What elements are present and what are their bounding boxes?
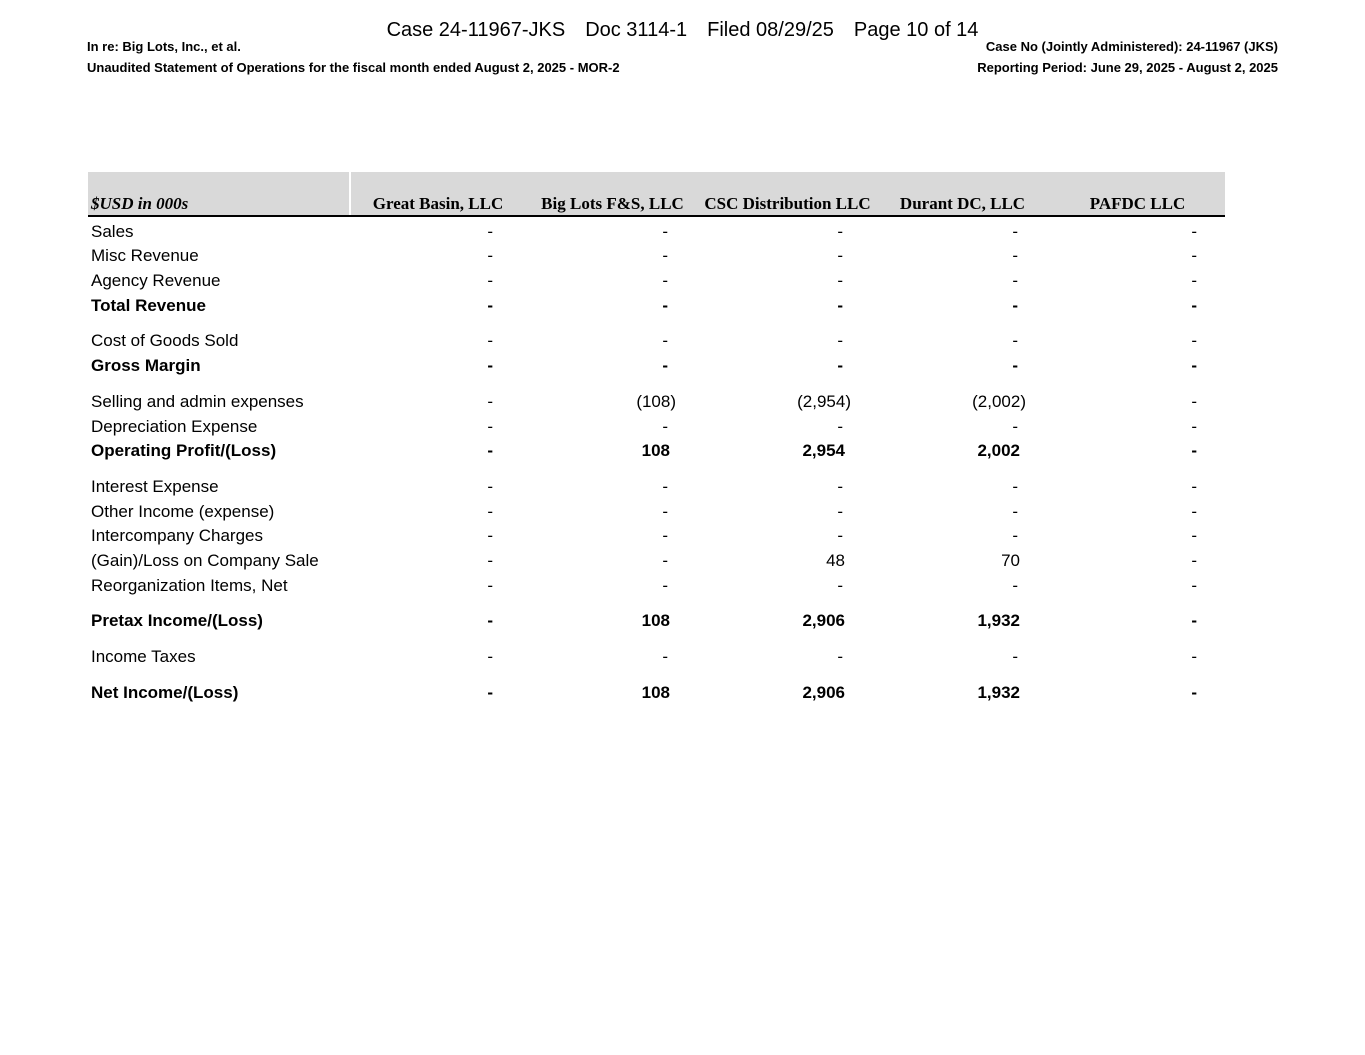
value-cell: -	[662, 271, 668, 291]
table-row	[88, 412, 1225, 437]
table-row	[88, 437, 1225, 462]
value-cell: -	[487, 331, 493, 351]
value-cell: 108	[641, 682, 670, 702]
value-cell: -	[487, 271, 493, 291]
value-cell: -	[837, 271, 843, 291]
value-cell: -	[1012, 295, 1018, 315]
value-cell: -	[837, 501, 843, 521]
value-cell: -	[487, 441, 493, 461]
row-label: Agency Revenue	[91, 271, 221, 291]
value-cell: -	[662, 575, 668, 595]
value-cell: -	[837, 647, 843, 666]
stamp-case: Case 24-11967-JKS	[386, 19, 566, 41]
value-cell: -	[1012, 246, 1018, 266]
value-cell: 108	[641, 611, 670, 631]
table-row	[88, 387, 1225, 412]
table-row	[88, 522, 1225, 547]
table-row	[88, 216, 1225, 242]
value-cell: -	[487, 550, 493, 570]
column-header: Big Lots F&S, LLC	[525, 172, 700, 216]
value-cell: -	[1191, 526, 1197, 546]
table-row	[88, 472, 1225, 497]
value-cell: -	[1191, 416, 1197, 436]
unit-label: $USD in 000s	[88, 172, 350, 216]
table-row	[88, 607, 1225, 632]
column-header: PAFDC LLC	[1050, 172, 1225, 216]
value-cell: -	[1191, 331, 1197, 351]
value-cell: -	[1012, 356, 1018, 376]
value-cell: -	[1191, 575, 1197, 595]
value-cell: -	[1012, 221, 1018, 241]
value-cell: -	[837, 221, 843, 241]
reporting-period: Reporting Period: June 29, 2025 - August 2, 2025	[977, 60, 1278, 75]
value-cell: -	[837, 526, 843, 546]
table-row	[88, 497, 1225, 522]
spacer-cell	[88, 316, 1225, 327]
case-number: Case No (Jointly Administered): 24-11967 (JKS)	[985, 39, 1278, 54]
debtor-caption: In re: Big Lots, Inc., et al.	[87, 39, 241, 54]
row-label: (Gain)/Loss on Company Sale	[91, 550, 319, 570]
value-cell: -	[662, 221, 668, 241]
table-row	[88, 242, 1225, 267]
value-cell: -	[1191, 501, 1197, 521]
value-cell: (2,002)	[972, 391, 1026, 411]
value-cell: -	[662, 476, 668, 496]
value-cell: -	[1191, 441, 1197, 461]
row-label: Reorganization Items, Net	[91, 575, 288, 595]
value-cell: -	[837, 476, 843, 496]
value-cell: -	[837, 331, 843, 351]
row-label: Net Income/(Loss)	[91, 682, 239, 702]
spacer-row	[88, 461, 1225, 472]
value-cell: -	[487, 356, 493, 376]
spacer-row	[88, 596, 1225, 607]
value-cell: 2,954	[802, 441, 845, 461]
value-cell: -	[837, 575, 843, 595]
table-row	[88, 351, 1225, 376]
value-cell: -	[837, 246, 843, 266]
value-cell: -	[487, 526, 493, 546]
value-cell: -	[487, 647, 493, 666]
value-cell: -	[1191, 550, 1197, 570]
table-row	[88, 291, 1225, 316]
value-cell: -	[1012, 526, 1018, 546]
value-cell: -	[487, 611, 493, 631]
value-cell: -	[1191, 682, 1197, 702]
row-label: Other Income (expense)	[91, 501, 275, 521]
value-cell: -	[1191, 246, 1197, 266]
value-cell: -	[487, 416, 493, 436]
table-row	[88, 266, 1225, 291]
value-cell: -	[1191, 295, 1197, 315]
value-cell: -	[662, 356, 668, 376]
statement-of-operations-table	[88, 172, 1225, 703]
value-cell: -	[1191, 611, 1197, 631]
value-cell: -	[487, 246, 493, 266]
spacer-row	[88, 316, 1225, 327]
row-label: Gross Margin	[91, 356, 201, 376]
value-cell: -	[662, 647, 668, 666]
value-cell: -	[837, 416, 843, 436]
value-cell: -	[487, 295, 493, 315]
value-cell: -	[1191, 271, 1197, 291]
column-header: CSC Distribution LLC	[700, 172, 875, 216]
value-cell: -	[487, 501, 493, 521]
table-row	[88, 327, 1225, 352]
value-cell: 70	[1001, 550, 1020, 570]
spacer-cell	[88, 631, 1225, 642]
value-cell: -	[662, 416, 668, 436]
table-header-row	[88, 172, 1225, 216]
table-row	[88, 678, 1225, 703]
table-row	[88, 642, 1225, 667]
table-body	[88, 216, 1225, 703]
stamp-doc: Doc 3114-1	[585, 19, 688, 41]
value-cell: 1,932	[977, 611, 1020, 631]
spacer-cell	[88, 376, 1225, 387]
value-cell: 108	[641, 441, 670, 461]
value-cell: -	[1012, 575, 1018, 595]
value-cell: 1,932	[977, 682, 1020, 702]
value-cell: 48	[826, 550, 845, 570]
value-cell: -	[1012, 271, 1018, 291]
stamp-page: Page 10 of 14	[853, 19, 979, 41]
row-label: Income Taxes	[91, 647, 196, 666]
value-cell: -	[1191, 391, 1197, 411]
value-cell: -	[662, 550, 668, 570]
column-header: Durant DC, LLC	[875, 172, 1050, 216]
value-cell: -	[662, 295, 668, 315]
stamp-filed: Filed 08/29/25	[707, 19, 834, 41]
row-label: Total Revenue	[91, 295, 206, 315]
row-label: Interest Expense	[91, 476, 219, 496]
table-row	[88, 546, 1225, 571]
row-label: Pretax Income/(Loss)	[91, 611, 263, 631]
value-cell: -	[487, 575, 493, 595]
value-cell: -	[1012, 331, 1018, 351]
value-cell: -	[1191, 647, 1197, 666]
value-cell: -	[487, 682, 493, 702]
value-cell: -	[1012, 501, 1018, 521]
value-cell: -	[1012, 647, 1018, 666]
value-cell: -	[487, 391, 493, 411]
row-label: Operating Profit/(Loss)	[91, 441, 277, 461]
value-cell: -	[1191, 221, 1197, 241]
value-cell: -	[1012, 416, 1018, 436]
value-cell: -	[837, 295, 843, 315]
spacer-cell	[88, 667, 1225, 678]
value-cell: -	[1191, 356, 1197, 376]
value-cell: -	[662, 246, 668, 266]
value-cell: -	[837, 356, 843, 376]
statement-title: Unaudited Statement of Operations for the fiscal month ended August 2, 2025 - MOR-2	[87, 60, 620, 75]
row-label: Selling and admin expenses	[91, 391, 304, 411]
value-cell: (2,954)	[797, 391, 851, 411]
value-cell: -	[1012, 476, 1018, 496]
value-cell: -	[1191, 476, 1197, 496]
value-cell: -	[662, 331, 668, 351]
row-label: Cost of Goods Sold	[91, 331, 239, 351]
row-label: Intercompany Charges	[91, 526, 263, 546]
value-cell: 2,906	[802, 682, 845, 702]
value-cell: -	[487, 476, 493, 496]
spacer-cell	[88, 596, 1225, 607]
row-label: Sales	[91, 221, 134, 241]
spacer-cell	[88, 461, 1225, 472]
value-cell: -	[662, 526, 668, 546]
row-label: Misc Revenue	[91, 246, 199, 266]
spacer-row	[88, 667, 1225, 678]
value-cell: 2,002	[977, 441, 1020, 461]
value-cell: (108)	[636, 391, 676, 411]
row-label: Depreciation Expense	[91, 416, 258, 436]
value-cell: -	[487, 221, 493, 241]
table-row	[88, 571, 1225, 596]
value-cell: -	[662, 501, 668, 521]
value-cell: 2,906	[802, 611, 845, 631]
column-header: Great Basin, LLC	[350, 172, 525, 216]
spacer-row	[88, 376, 1225, 387]
spacer-row	[88, 631, 1225, 642]
